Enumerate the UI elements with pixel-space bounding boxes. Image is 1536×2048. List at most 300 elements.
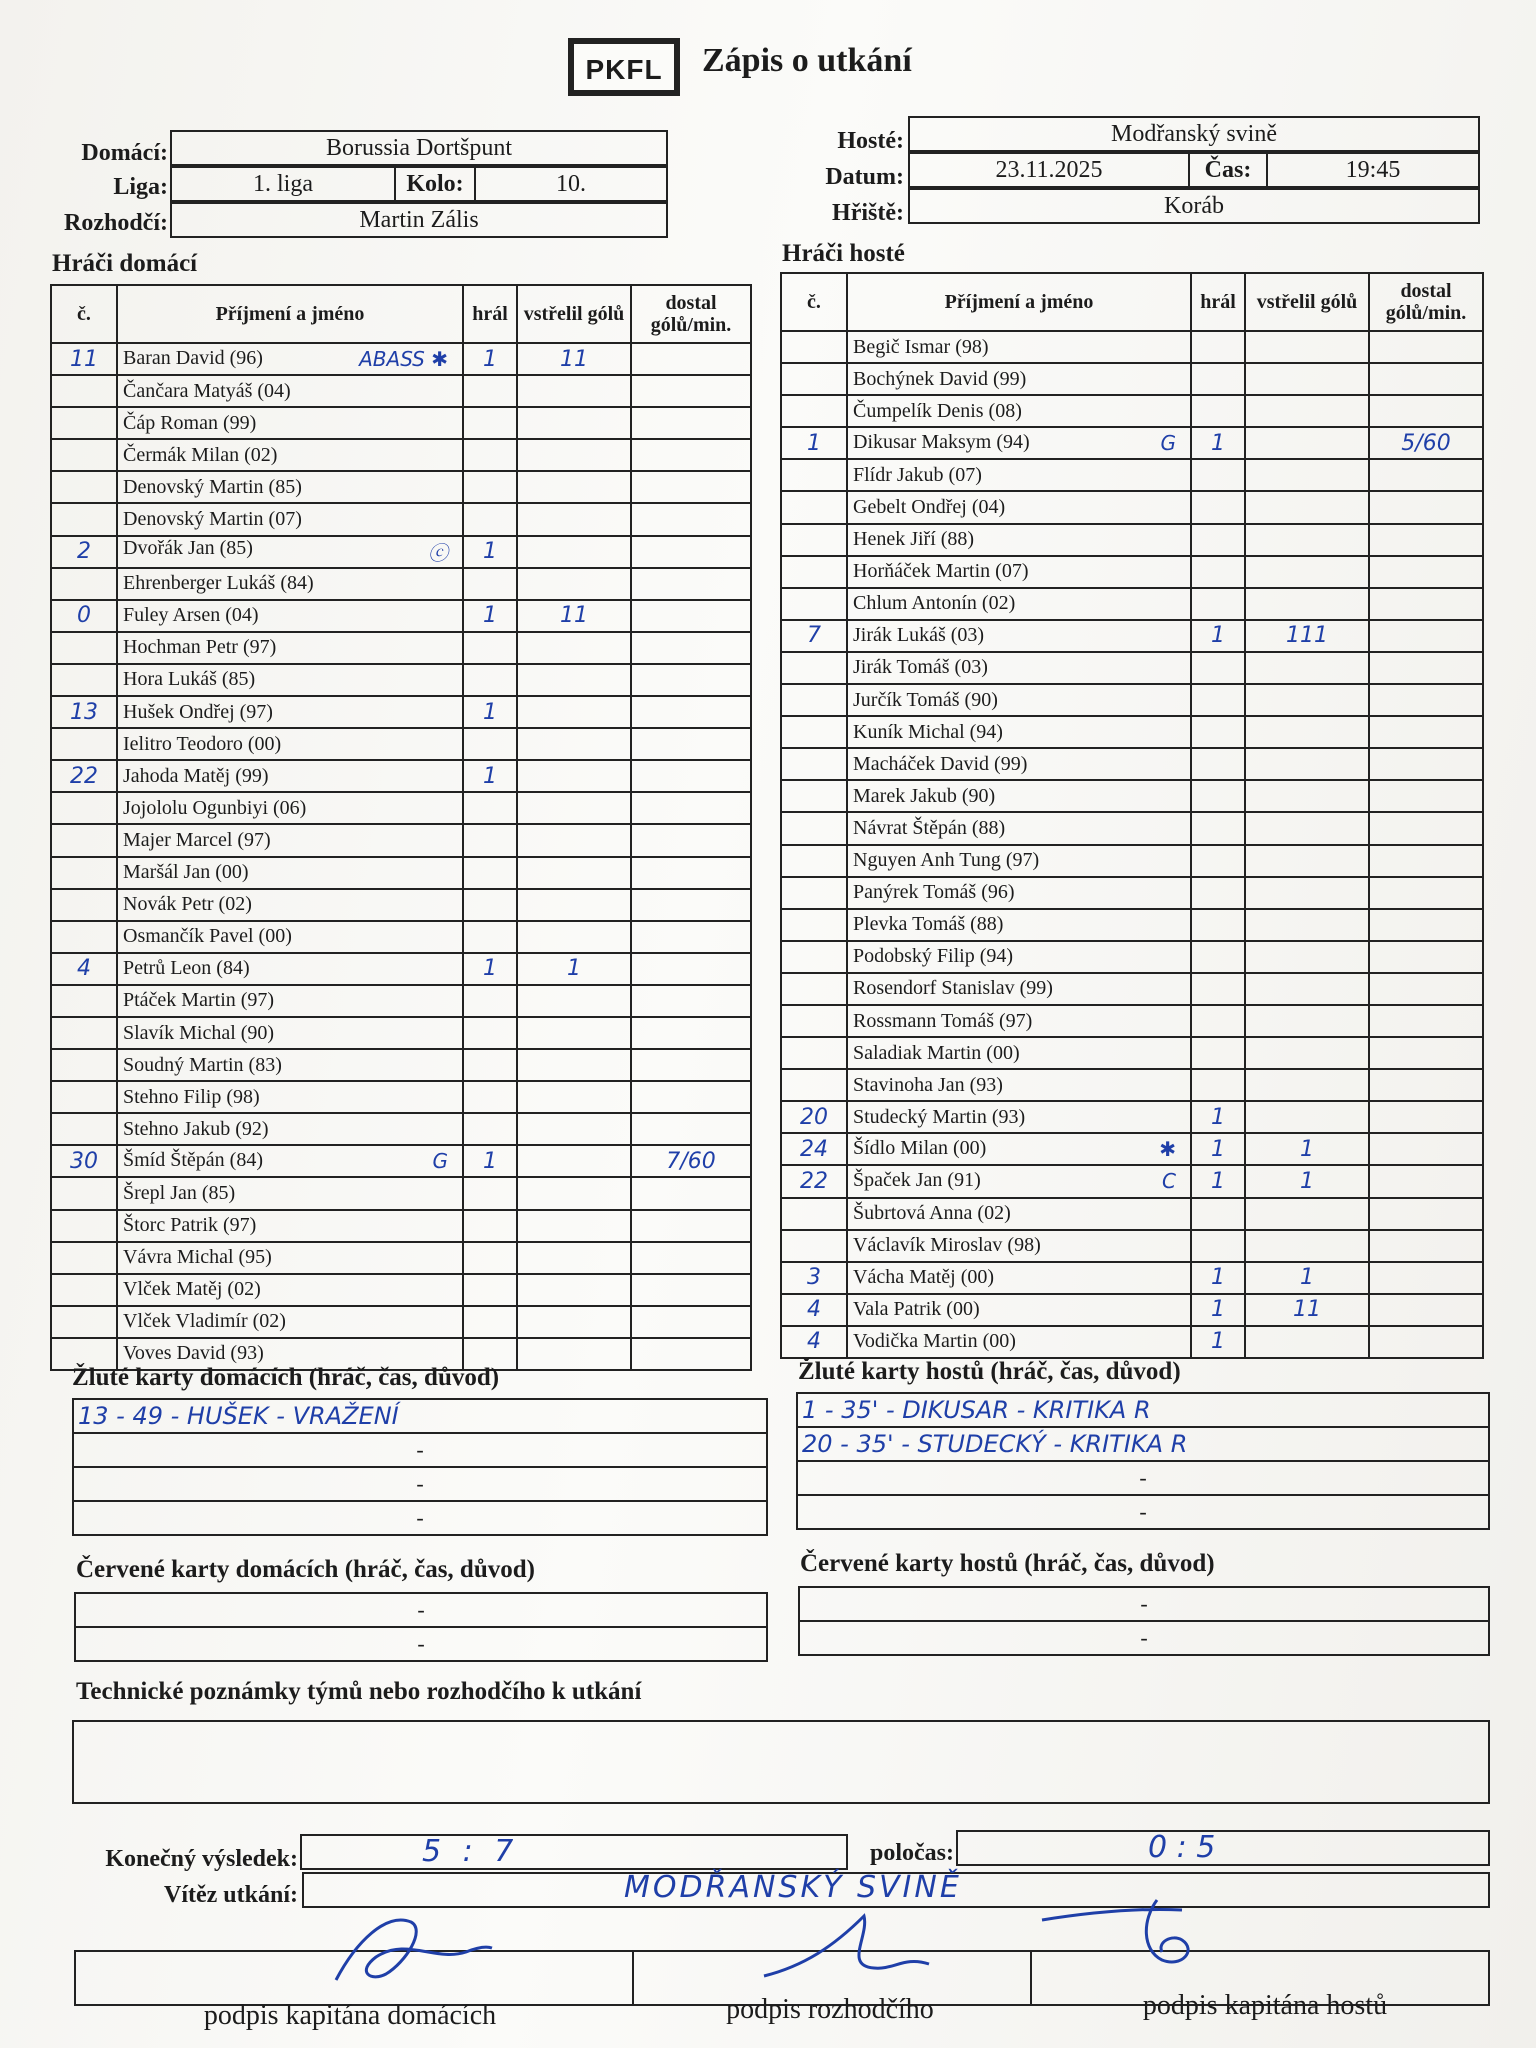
player-number-cell[interactable] <box>51 728 117 760</box>
player-goals-scored-cell[interactable] <box>517 824 631 856</box>
player-played-cell[interactable] <box>1191 877 1245 909</box>
player-goals-conceded-cell[interactable] <box>631 953 751 985</box>
player-goals-scored-cell[interactable] <box>517 696 631 728</box>
player-number-cell[interactable] <box>781 363 847 395</box>
player-goals-conceded-cell[interactable] <box>631 1145 751 1177</box>
player-played-cell[interactable] <box>1191 459 1245 491</box>
player-goals-scored-cell[interactable] <box>517 471 631 503</box>
player-goals-scored-cell[interactable] <box>517 375 631 407</box>
player-number-cell[interactable] <box>781 748 847 780</box>
player-goals-conceded-cell[interactable] <box>631 1242 751 1274</box>
player-goals-scored-cell[interactable] <box>517 1210 631 1242</box>
player-name-cell <box>117 985 463 1017</box>
player-played-cell[interactable] <box>1191 1198 1245 1230</box>
player-number-cell[interactable] <box>781 1294 847 1326</box>
player-goals-scored-cell[interactable] <box>517 1113 631 1145</box>
player-goals-conceded-cell[interactable] <box>631 1049 751 1081</box>
player-number-cell[interactable] <box>781 1262 847 1294</box>
card-entry-row[interactable] <box>72 1500 768 1536</box>
player-row <box>781 556 1483 588</box>
player-played-cell[interactable] <box>1191 941 1245 973</box>
player-number-cell[interactable] <box>781 941 847 973</box>
player-number-cell[interactable] <box>51 760 117 792</box>
player-number-cell[interactable] <box>781 1101 847 1133</box>
player-goals-scored-cell[interactable] <box>517 857 631 889</box>
player-goals-scored-cell[interactable] <box>1245 1262 1369 1294</box>
player-goals-scored-cell[interactable] <box>517 889 631 921</box>
away-team-field[interactable] <box>908 116 1480 152</box>
player-goals-scored-cell[interactable] <box>1245 395 1369 427</box>
player-goals-conceded-cell[interactable] <box>1369 331 1483 363</box>
player-goals-scored-cell[interactable] <box>1245 1326 1369 1358</box>
player-goals-scored-cell[interactable] <box>1245 1198 1369 1230</box>
player-number-cell[interactable] <box>51 536 117 568</box>
player-played-cell[interactable] <box>463 375 517 407</box>
player-played-cell[interactable] <box>463 1113 517 1145</box>
player-played-cell[interactable] <box>1191 1326 1245 1358</box>
player-played: 1 <box>1211 1297 1225 1323</box>
player-goals-conceded-cell[interactable] <box>1369 556 1483 588</box>
player-played-cell[interactable] <box>463 343 517 375</box>
player-number-cell[interactable] <box>51 568 117 600</box>
player-goals-scored-cell[interactable] <box>1245 1165 1369 1197</box>
player-number-cell[interactable] <box>51 792 117 824</box>
player-row <box>51 1081 751 1113</box>
player-played-cell[interactable] <box>463 536 517 568</box>
player-goals-scored-cell[interactable] <box>1245 748 1369 780</box>
player-played-cell[interactable] <box>463 1081 517 1113</box>
card-entry-row[interactable] <box>72 1466 768 1502</box>
player-number-cell[interactable] <box>51 1081 117 1113</box>
referee-field[interactable] <box>170 202 668 238</box>
player-number-cell[interactable] <box>781 620 847 652</box>
player-goals-conceded-cell[interactable] <box>1369 973 1483 1005</box>
player-goals-scored-cell[interactable] <box>1245 941 1369 973</box>
player-goals-conceded-cell[interactable] <box>1369 812 1483 844</box>
player-number-cell[interactable] <box>51 600 117 632</box>
player-goals-scored-cell[interactable] <box>1245 1133 1369 1165</box>
player-goals-scored-cell[interactable] <box>1245 1037 1369 1069</box>
player-number-cell[interactable] <box>51 1242 117 1274</box>
player-number-cell[interactable] <box>51 985 117 1017</box>
player-goals-conceded-cell[interactable] <box>631 792 751 824</box>
player-number-cell[interactable] <box>51 503 117 535</box>
player-played-cell[interactable] <box>1191 363 1245 395</box>
player-goals-scored-cell[interactable] <box>517 1145 631 1177</box>
player-goals-conceded-cell[interactable] <box>1369 491 1483 523</box>
player-number-cell[interactable] <box>51 343 117 375</box>
player-row <box>51 471 751 503</box>
player-goals-scored-cell[interactable] <box>1245 588 1369 620</box>
card-entry-row[interactable] <box>74 1592 768 1628</box>
home-label: Domácí: <box>81 140 168 166</box>
player-name: Ptáček Martin (97) <box>123 989 275 1012</box>
player-number-cell[interactable] <box>51 632 117 664</box>
player-number-cell[interactable] <box>781 652 847 684</box>
player-goals-scored-cell[interactable] <box>517 632 631 664</box>
player-played-cell[interactable] <box>463 857 517 889</box>
card-entry-row[interactable] <box>798 1586 1490 1622</box>
player-number-cell[interactable] <box>781 524 847 556</box>
player-played-cell[interactable] <box>1191 1165 1245 1197</box>
player-goals-scored-cell[interactable] <box>1245 652 1369 684</box>
player-played-cell[interactable] <box>463 1274 517 1306</box>
player-goals-conceded-cell[interactable] <box>1369 620 1483 652</box>
player-goals-scored-cell[interactable] <box>1245 877 1369 909</box>
player-number-cell[interactable] <box>51 1210 117 1242</box>
player-goals-scored-cell[interactable] <box>517 600 631 632</box>
player-name: Vala Patrik (00) <box>853 1298 980 1321</box>
player-goals-scored-cell[interactable] <box>1245 812 1369 844</box>
player-goals-conceded-cell[interactable] <box>1369 1262 1483 1294</box>
player-played-cell[interactable] <box>463 1242 517 1274</box>
player-played-cell[interactable] <box>463 568 517 600</box>
player-goals-scored-cell[interactable] <box>1245 909 1369 941</box>
player-played-cell[interactable] <box>463 1017 517 1049</box>
player-played-cell[interactable] <box>1191 1069 1245 1101</box>
player-goals-scored-cell[interactable] <box>1245 780 1369 812</box>
player-goals-conceded-cell[interactable] <box>631 600 751 632</box>
player-goals-scored-cell[interactable] <box>1245 684 1369 716</box>
player-played-cell[interactable] <box>463 921 517 953</box>
player-number-cell[interactable] <box>51 857 117 889</box>
player-goals-scored-cell[interactable] <box>1245 1101 1369 1133</box>
player-goals-scored-cell[interactable] <box>1245 524 1369 556</box>
player-played-cell[interactable] <box>463 985 517 1017</box>
player-number-cell[interactable] <box>51 1017 117 1049</box>
player-goals-scored-cell[interactable] <box>517 1274 631 1306</box>
player-number-cell[interactable] <box>51 1113 117 1145</box>
player-played-cell[interactable] <box>463 632 517 664</box>
player-played-cell[interactable] <box>463 664 517 696</box>
player-goals-scored-cell[interactable] <box>517 728 631 760</box>
player-goals-conceded-cell[interactable] <box>1369 1005 1483 1037</box>
player-played-cell[interactable] <box>463 1306 517 1338</box>
player-played-cell[interactable] <box>1191 780 1245 812</box>
player-goals-conceded-cell[interactable] <box>631 1274 751 1306</box>
player-row <box>51 536 751 568</box>
player-played-cell[interactable] <box>1191 1230 1245 1262</box>
player-played-cell[interactable] <box>463 1049 517 1081</box>
player-goals-conceded-cell[interactable] <box>631 439 751 471</box>
player-goals-conceded-cell[interactable] <box>631 889 751 921</box>
player-name-cell <box>117 824 463 856</box>
player-number-cell[interactable] <box>781 1133 847 1165</box>
player-goals-conceded-cell[interactable] <box>1369 524 1483 556</box>
player-played-cell[interactable] <box>1191 909 1245 941</box>
player-goals-scored-cell[interactable] <box>517 1049 631 1081</box>
player-goals-conceded-cell[interactable] <box>631 1081 751 1113</box>
player-number-cell[interactable] <box>51 407 117 439</box>
player-goals-conceded-cell[interactable] <box>1369 941 1483 973</box>
player-goals-conceded-cell[interactable] <box>631 471 751 503</box>
player-goals-conceded-cell[interactable] <box>631 503 751 535</box>
round-field[interactable] <box>474 166 668 202</box>
player-goals-conceded-cell[interactable] <box>1369 877 1483 909</box>
player-number-cell[interactable] <box>51 1049 117 1081</box>
player-goals-scored-cell[interactable] <box>517 407 631 439</box>
player-goals-scored-cell[interactable] <box>517 1242 631 1274</box>
player-name-cell <box>847 1037 1191 1069</box>
player-played-cell[interactable] <box>1191 973 1245 1005</box>
player-played-cell[interactable] <box>1191 1101 1245 1133</box>
player-number-cell[interactable] <box>781 395 847 427</box>
player-played-cell[interactable] <box>1191 1133 1245 1165</box>
player-goals-conceded-cell[interactable] <box>1369 588 1483 620</box>
notes-field[interactable] <box>72 1720 1490 1804</box>
player-number-cell[interactable] <box>51 1306 117 1338</box>
player-name-cell <box>847 620 1191 652</box>
player-goals-conceded-cell[interactable] <box>1369 363 1483 395</box>
player-goals-scored-cell[interactable] <box>517 792 631 824</box>
player-goals-scored-cell[interactable] <box>517 439 631 471</box>
player-goals-conceded-cell[interactable] <box>1369 1133 1483 1165</box>
player-goals-scored-cell[interactable] <box>517 921 631 953</box>
player-goals-scored-cell[interactable] <box>1245 716 1369 748</box>
player-played-cell[interactable] <box>1191 331 1245 363</box>
player-goals-conceded-cell[interactable] <box>631 1306 751 1338</box>
card-entry-row[interactable] <box>796 1392 1490 1428</box>
player-goals-conceded-cell[interactable] <box>1369 1294 1483 1326</box>
player-played-cell[interactable] <box>1191 748 1245 780</box>
player-goals-conceded-cell[interactable] <box>1369 1230 1483 1262</box>
player-number-cell[interactable] <box>781 1230 847 1262</box>
player-number-cell[interactable] <box>51 439 117 471</box>
player-goals-scored-cell[interactable] <box>1245 459 1369 491</box>
player-goals-scored-cell[interactable] <box>1245 620 1369 652</box>
player-goals-conceded-cell[interactable] <box>631 1210 751 1242</box>
player-played-cell[interactable] <box>463 407 517 439</box>
player-played-cell[interactable] <box>463 953 517 985</box>
player-number-cell[interactable] <box>51 696 117 728</box>
player-goals-scored-cell[interactable] <box>517 568 631 600</box>
player-row <box>51 857 751 889</box>
player-number-cell[interactable] <box>781 973 847 1005</box>
player-number-cell[interactable] <box>781 684 847 716</box>
player-goals-scored-cell[interactable] <box>517 1017 631 1049</box>
player-goals-conceded-cell[interactable] <box>631 985 751 1017</box>
player-goals-scored-cell[interactable] <box>1245 363 1369 395</box>
player-number-cell[interactable] <box>781 877 847 909</box>
player-number-cell[interactable] <box>781 1326 847 1358</box>
player-goals-conceded-cell[interactable] <box>1369 716 1483 748</box>
player-played-cell[interactable] <box>1191 491 1245 523</box>
player-goals-conceded-cell[interactable] <box>1369 1037 1483 1069</box>
home-team-field[interactable] <box>170 130 668 166</box>
player-goals-conceded-cell[interactable] <box>631 536 751 568</box>
player-played-cell[interactable] <box>1191 395 1245 427</box>
player-number-cell[interactable] <box>781 716 847 748</box>
player-played-cell[interactable] <box>1191 524 1245 556</box>
referee-value: Martin Zális <box>359 207 479 233</box>
player-played-cell[interactable] <box>1191 684 1245 716</box>
player-goals-scored-cell[interactable] <box>517 1081 631 1113</box>
home-captain-signature-box[interactable] <box>74 1950 634 2006</box>
player-number-cell[interactable] <box>781 1069 847 1101</box>
card-entry-row[interactable] <box>74 1626 768 1662</box>
player-goals-conceded-cell[interactable] <box>631 1177 751 1209</box>
player-goals-conceded-cell[interactable] <box>1369 748 1483 780</box>
player-goals-conceded-cell[interactable] <box>631 568 751 600</box>
league-field[interactable] <box>170 166 396 202</box>
player-played-cell[interactable] <box>1191 556 1245 588</box>
player-number-cell[interactable] <box>51 921 117 953</box>
player-goals-scored-cell[interactable] <box>1245 491 1369 523</box>
player-goals-conceded-cell[interactable] <box>631 375 751 407</box>
player-number-cell[interactable] <box>51 953 117 985</box>
player-goals-conceded-cell[interactable] <box>631 343 751 375</box>
player-goals-conceded-cell[interactable] <box>631 1338 751 1370</box>
pitch-field[interactable] <box>908 188 1480 224</box>
player-row <box>51 600 751 632</box>
player-number-cell[interactable] <box>51 375 117 407</box>
player-goals-conceded-cell[interactable] <box>1369 427 1483 459</box>
player-number-cell[interactable] <box>781 1198 847 1230</box>
player-played-cell[interactable] <box>463 760 517 792</box>
player-played-cell[interactable] <box>463 728 517 760</box>
player-number-cell[interactable] <box>781 780 847 812</box>
player-goals-scored-cell[interactable] <box>1245 556 1369 588</box>
player-goals-scored-cell[interactable] <box>517 664 631 696</box>
player-number-cell[interactable] <box>781 812 847 844</box>
player-goals-conceded-cell[interactable] <box>1369 780 1483 812</box>
player-number-cell[interactable] <box>781 459 847 491</box>
player-name: Čančara Matyáš (04) <box>123 379 291 402</box>
player-goals-conceded-cell[interactable] <box>631 632 751 664</box>
card-entry-row[interactable] <box>796 1494 1490 1530</box>
player-played-cell[interactable] <box>1191 620 1245 652</box>
player-played-cell[interactable] <box>1191 588 1245 620</box>
player-goals-conceded-cell[interactable] <box>631 760 751 792</box>
player-played-cell[interactable] <box>1191 1037 1245 1069</box>
player-name-cell <box>117 1210 463 1242</box>
player-goals-scored-cell[interactable] <box>517 953 631 985</box>
player-number-cell[interactable] <box>51 664 117 696</box>
player-played-cell[interactable] <box>1191 1262 1245 1294</box>
player-number-cell[interactable] <box>51 1177 117 1209</box>
player-goals-scored-cell[interactable] <box>1245 1230 1369 1262</box>
away-label: Hosté: <box>837 128 904 154</box>
card-entry-value: - <box>1140 1625 1148 1650</box>
player-goals-scored-cell[interactable] <box>517 985 631 1017</box>
player-number-cell[interactable] <box>781 427 847 459</box>
player-goals-conceded-cell[interactable] <box>631 664 751 696</box>
player-number-cell[interactable] <box>781 588 847 620</box>
player-played-cell[interactable] <box>463 824 517 856</box>
player-goals-conceded-cell[interactable] <box>1369 459 1483 491</box>
player-number-cell[interactable] <box>781 1005 847 1037</box>
player-played-cell[interactable] <box>463 1177 517 1209</box>
time-field[interactable] <box>1266 152 1480 188</box>
player-number-cell[interactable] <box>781 556 847 588</box>
player-number-cell[interactable] <box>781 331 847 363</box>
player-number-cell[interactable] <box>51 1274 117 1306</box>
player-goals-conceded-cell[interactable] <box>1369 845 1483 877</box>
player-number-cell[interactable] <box>781 1037 847 1069</box>
player-goals-scored-cell[interactable] <box>1245 973 1369 1005</box>
player-row <box>781 812 1483 844</box>
card-entry-row[interactable] <box>796 1460 1490 1496</box>
card-entry-row[interactable] <box>72 1398 768 1434</box>
player-goals-scored-cell[interactable] <box>517 1306 631 1338</box>
player-goals-conceded-cell[interactable] <box>1369 1165 1483 1197</box>
halftime-field[interactable] <box>956 1830 1490 1866</box>
player-number-cell[interactable] <box>781 491 847 523</box>
player-played-cell[interactable] <box>1191 812 1245 844</box>
player-played-cell[interactable] <box>1191 1294 1245 1326</box>
player-number-cell[interactable] <box>781 845 847 877</box>
player-goals-conceded-cell[interactable] <box>1369 395 1483 427</box>
date-field[interactable] <box>908 152 1190 188</box>
final-result-field[interactable] <box>300 1834 848 1870</box>
player-goals-conceded-cell[interactable] <box>1369 1198 1483 1230</box>
player-goals-conceded-cell[interactable] <box>1369 909 1483 941</box>
player-goals-scored-cell[interactable] <box>517 1338 631 1370</box>
home-captain-signature <box>316 1902 496 1992</box>
card-entry-row[interactable] <box>796 1426 1490 1462</box>
card-entry-row[interactable] <box>72 1432 768 1468</box>
player-goals-scored-cell[interactable] <box>1245 427 1369 459</box>
player-goals-scored-cell[interactable] <box>1245 1294 1369 1326</box>
player-goals-conceded-cell[interactable] <box>1369 684 1483 716</box>
player-played-cell[interactable] <box>463 439 517 471</box>
player-goals-scored-cell[interactable] <box>517 760 631 792</box>
player-goals-conceded-cell[interactable] <box>631 857 751 889</box>
card-entry-row[interactable] <box>798 1620 1490 1656</box>
player-number-cell[interactable] <box>51 824 117 856</box>
player-number-cell[interactable] <box>51 471 117 503</box>
player-played-cell[interactable] <box>1191 845 1245 877</box>
player-played-cell[interactable] <box>463 792 517 824</box>
player-goals-scored-cell[interactable] <box>1245 1005 1369 1037</box>
player-goals-conceded-cell[interactable] <box>631 407 751 439</box>
player-played-cell[interactable] <box>463 503 517 535</box>
player-played-cell[interactable] <box>1191 652 1245 684</box>
player-goals-scored-cell[interactable] <box>1245 331 1369 363</box>
player-goals-conceded-cell[interactable] <box>631 696 751 728</box>
player-number-cell[interactable] <box>781 1165 847 1197</box>
player-goals-conceded-cell[interactable] <box>631 824 751 856</box>
player-goals-conceded-cell[interactable] <box>1369 1326 1483 1358</box>
player-goals-conceded-cell[interactable] <box>631 728 751 760</box>
player-goals-scored-cell[interactable] <box>1245 1069 1369 1101</box>
player-goals-conceded-cell[interactable] <box>631 1113 751 1145</box>
player-played-cell[interactable] <box>1191 1005 1245 1037</box>
player-goals-conceded-cell[interactable] <box>1369 1069 1483 1101</box>
player-played-cell[interactable] <box>463 696 517 728</box>
player-goals-conceded-cell[interactable] <box>1369 652 1483 684</box>
player-goals-scored-cell[interactable] <box>517 536 631 568</box>
player-played-cell[interactable] <box>463 471 517 503</box>
player-goals-scored-cell[interactable] <box>1245 845 1369 877</box>
player-goals-scored-cell[interactable] <box>517 503 631 535</box>
player-number-cell[interactable] <box>781 909 847 941</box>
player-goals-scored-cell[interactable] <box>517 1177 631 1209</box>
player-goals-scored-cell[interactable] <box>517 343 631 375</box>
player-number-cell[interactable] <box>51 1145 117 1177</box>
player-played-cell[interactable] <box>1191 716 1245 748</box>
player-played-cell[interactable] <box>463 1145 517 1177</box>
player-goals-conceded-cell[interactable] <box>631 1017 751 1049</box>
player-played-cell[interactable] <box>463 889 517 921</box>
player-played-cell[interactable] <box>463 600 517 632</box>
player-played-cell[interactable] <box>463 1210 517 1242</box>
player-goals-conceded-cell[interactable] <box>1369 1101 1483 1133</box>
player-goals-conceded-cell[interactable] <box>631 921 751 953</box>
player-number-cell[interactable] <box>51 889 117 921</box>
away-roster-table <box>780 272 1484 1359</box>
player-played-cell[interactable] <box>1191 427 1245 459</box>
